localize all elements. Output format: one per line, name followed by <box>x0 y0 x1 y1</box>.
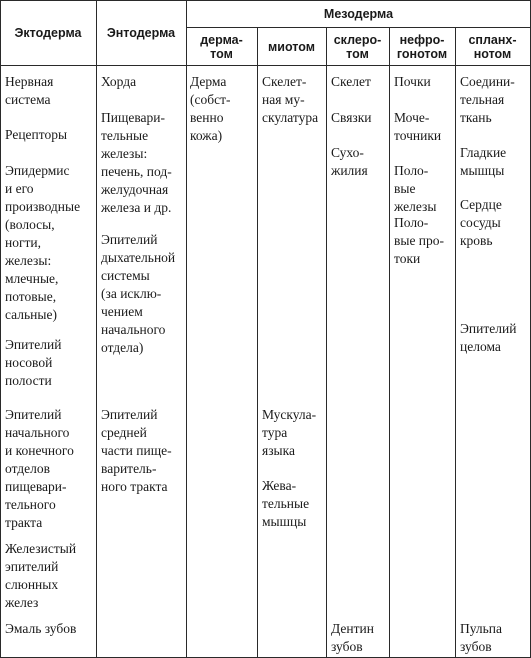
scler-skeleton: Скелет <box>331 74 371 89</box>
divider-myo-scler <box>326 27 327 658</box>
divider-ecto-endo <box>96 0 97 658</box>
header-bottom-border <box>0 65 531 66</box>
ecto-tooth-enamel: Эмаль зубов <box>5 621 77 636</box>
table-top-border <box>0 0 531 1</box>
splanch-smooth-muscle: Гладкие мышцы <box>460 145 507 178</box>
myo-chewing-muscles: Жева- тельные мышцы <box>262 478 310 529</box>
ecto-nervous-system: Нервная система <box>5 74 54 107</box>
derm-derma: Дерма (собст- венно кожа) <box>190 74 231 143</box>
nephro-genital-ducts: Поло- вые про- токи <box>394 215 445 266</box>
header-mesoderm: Мезодерма <box>323 7 394 21</box>
endo-midgut-epithelium: Эпителий средней части пище- варитель- ного тракта <box>101 407 172 494</box>
endo-respiratory-epithelium: Эпителий дыхательной системы (за исклю- чением начального отдела) <box>101 232 176 355</box>
endo-chord: Хорда <box>101 74 137 89</box>
endo-digestive-glands: Пищевари- тельные железы: печень, под- желудочная железа и др. <box>101 110 172 215</box>
splanch-tooth-pulp: Пульпа зубов <box>460 621 503 654</box>
myo-skeletal-muscle: Скелет- ная му- скулатура <box>262 74 319 125</box>
ecto-nasal-epithelium: Эпителий носовой полости <box>5 337 62 388</box>
scler-dentin: Дентин зубов <box>331 621 374 654</box>
splanch-heart-vessels-blood: Сердце сосуды кровь <box>460 197 502 248</box>
ecto-salivary-epithelium: Железистый эпителий слюнных желез <box>5 541 77 610</box>
scler-tendons: Сухо- жилия <box>331 145 368 178</box>
ecto-epidermis: Эпидермис и его производные (волосы, ногти, железы: млечные, потовые, сальные) <box>5 163 81 322</box>
header-ectoderm: Эктодерма <box>14 26 82 40</box>
header-myotome: миотом <box>268 40 315 54</box>
header-dermatome: дерма- том <box>200 33 243 61</box>
header-endoderm: Энтодерма <box>106 26 176 40</box>
header-nephrogonotome: нефро- гонотом <box>396 33 448 61</box>
nephro-ureters: Моче- точники <box>394 110 442 143</box>
divider-endo-meso <box>186 0 187 658</box>
table-left-border <box>0 0 1 658</box>
splanch-connective-tissue: Соедини- тельная ткань <box>460 74 515 125</box>
scler-ligaments: Связки <box>331 110 372 125</box>
nephro-gonads: Поло- вые железы <box>394 163 437 214</box>
header-splanchnotome: спланх- нотом <box>468 33 517 61</box>
splanch-coelom-epithelium: Эпителий целома <box>460 321 517 354</box>
nephro-kidneys: Почки <box>394 74 431 89</box>
divider-nephro-splanch <box>455 27 456 658</box>
divider-derm-myo <box>257 27 258 658</box>
ecto-receptors: Рецепторы <box>5 127 68 142</box>
header-sclerotome: склеро- том <box>333 33 382 61</box>
ecto-digestive-epithelium: Эпителий начального и конечного отделов пищевари- тельного тракта <box>5 407 74 530</box>
divider-scler-nephro <box>389 27 390 658</box>
myo-tongue-muscle: Мускула- тура языка <box>262 407 317 458</box>
mesoderm-divider <box>186 27 531 28</box>
